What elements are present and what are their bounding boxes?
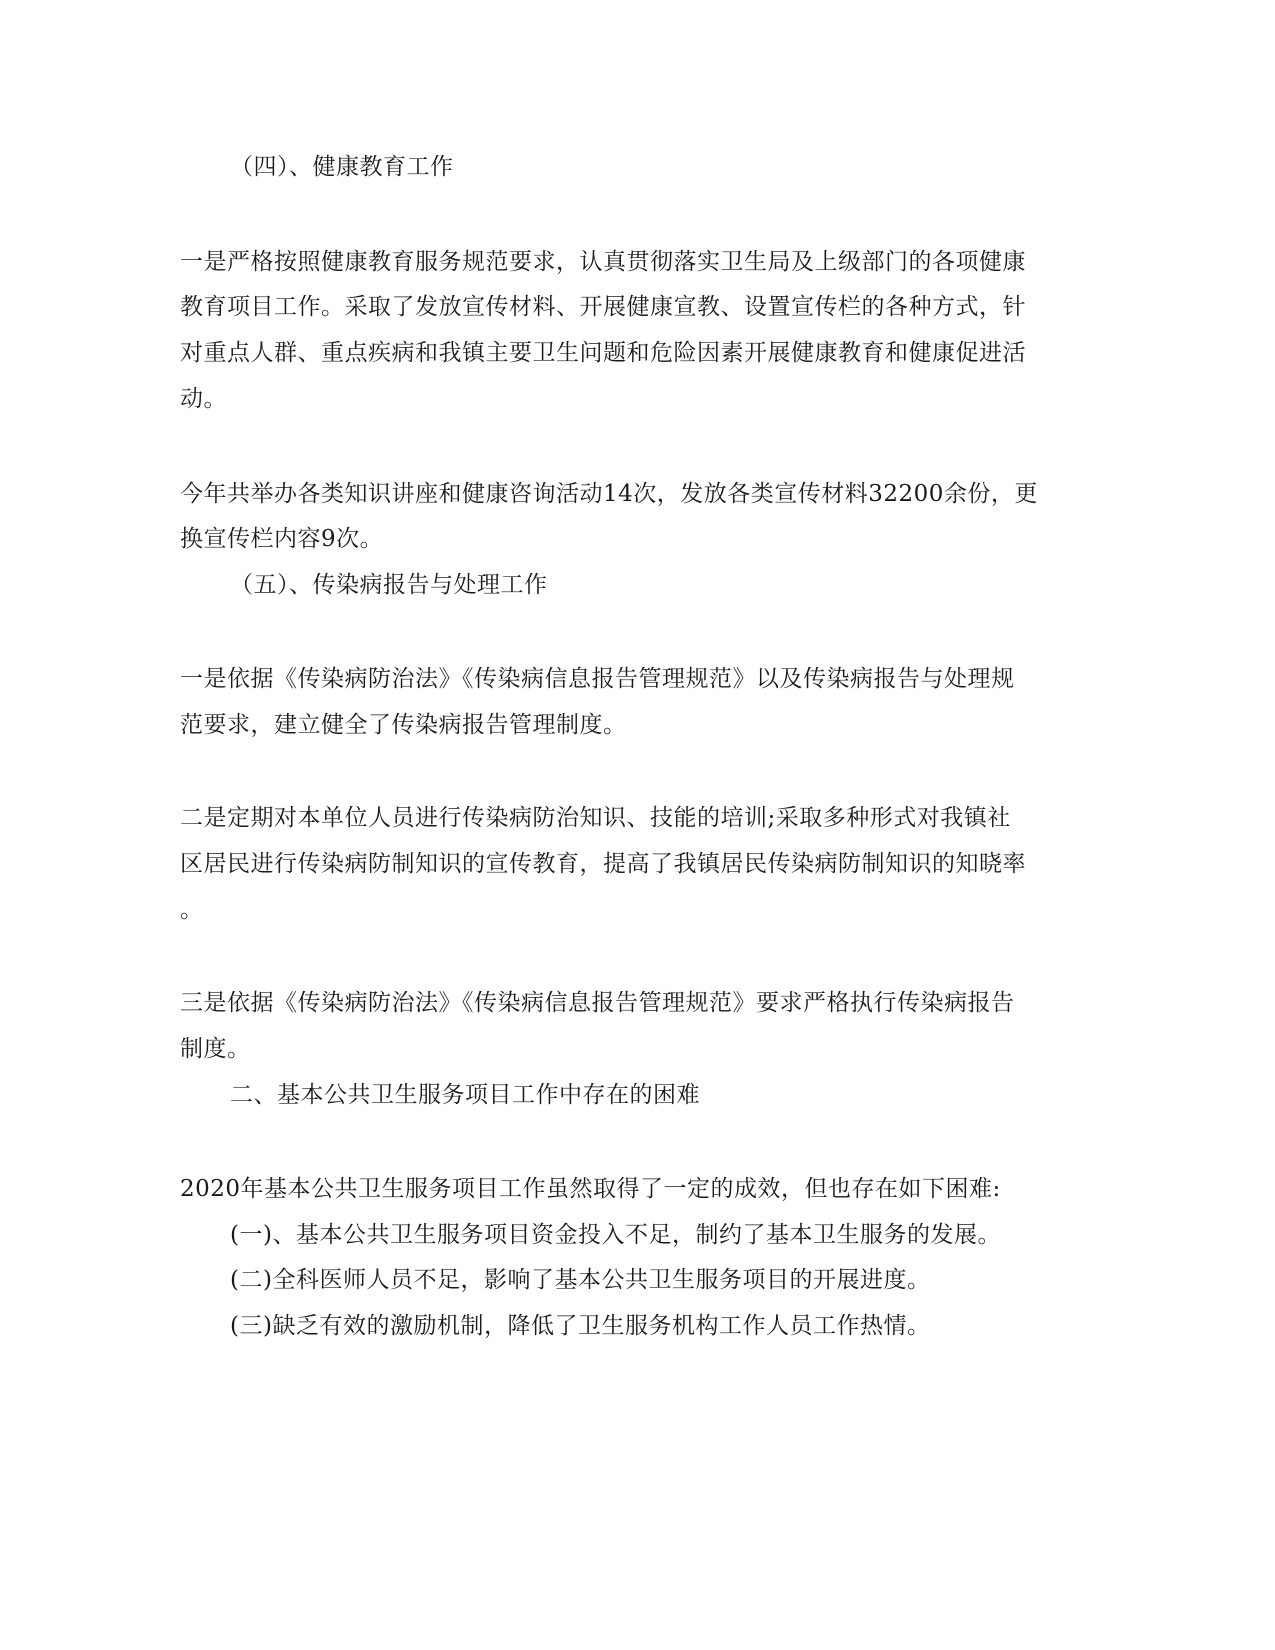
paragraph-line: 今年共举办各类知识讲座和健康咨询活动14次，发放各类宣传材料32200余份，更 bbox=[180, 481, 1038, 507]
paragraph-line: 对重点人群、重点疾病和我镇主要卫生问题和危险因素开展健康教育和健康促进活 bbox=[180, 340, 1026, 366]
paragraph-line: 区居民进行传染病防制知识的宣传教育，提高了我镇居民传染病防制知识的知晓率 bbox=[180, 851, 1026, 877]
paragraph-line: 教育项目工作。采取了发放宣传材料、开展健康宣教、设置宣传栏的各种方式，针 bbox=[180, 294, 1026, 320]
section-heading-infectious-disease: （五）、传染病报告与处理工作 bbox=[230, 572, 548, 598]
paragraph-line: 2020年基本公共卫生服务项目工作虽然取得了一定的成效，但也存在如下困难: bbox=[180, 1176, 1001, 1202]
paragraph-line: 。 bbox=[180, 897, 204, 923]
section-heading-difficulties: 二、基本公共卫生服务项目工作中存在的困难 bbox=[230, 1082, 700, 1108]
section-heading-health-education: （四）、健康教育工作 bbox=[230, 154, 454, 180]
paragraph-line: 范要求，建立健全了传染病报告管理制度。 bbox=[180, 712, 627, 738]
paragraph-line: 动。 bbox=[180, 386, 227, 412]
paragraph-line: 一是严格按照健康教育服务规范要求，认真贯彻落实卫生局及上级部门的各项健康 bbox=[180, 249, 1026, 275]
list-item: (一)、基本公共卫生服务项目资金投入不足，制约了基本卫生服务的发展。 bbox=[230, 1222, 1001, 1248]
paragraph-line: 二是定期对本单位人员进行传染病防治知识、技能的培训;采取多种形式对我镇社 bbox=[180, 805, 1011, 831]
paragraph-line: 制度。 bbox=[180, 1036, 251, 1062]
paragraph-line: 三是依据《传染病防治法》《传染病信息报告管理规范》要求严格执行传染病报告 bbox=[180, 990, 1015, 1016]
paragraph-line: 一是依据《传染病防治法》《传染病信息报告管理规范》以及传染病报告与处理规 bbox=[180, 666, 1015, 692]
paragraph-line: 换宣传栏内容9次。 bbox=[180, 526, 384, 552]
list-item: (二)全科医师人员不足，影响了基本公共卫生服务项目的开展进度。 bbox=[230, 1267, 931, 1293]
list-item: (三)缺乏有效的激励机制，降低了卫生服务机构工作人员工作热情。 bbox=[230, 1313, 931, 1339]
